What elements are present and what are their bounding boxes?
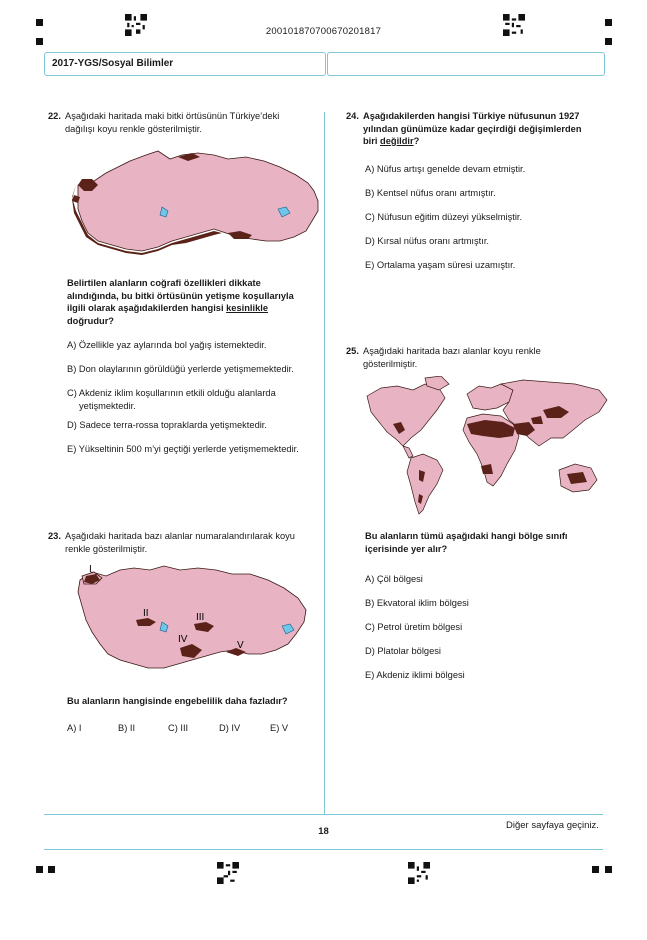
registration-mark bbox=[605, 19, 612, 26]
question-25-prompt: Bu alanların tümü aşağıdaki hangi bölge sınıfı içerisinde yer alır? bbox=[365, 531, 568, 554]
registration-mark bbox=[48, 866, 55, 873]
registration-mark bbox=[605, 38, 612, 45]
question-number: 25. bbox=[346, 346, 359, 356]
option-23-b[interactable]: B) II bbox=[118, 723, 136, 733]
option-23-e[interactable]: E) V bbox=[270, 723, 289, 733]
world-map bbox=[363, 376, 613, 516]
question-25-stem: 25. Aşağıdaki haritada bazı alanlar koyu renkle gösterilmiştir. bbox=[346, 346, 541, 369]
registration-mark bbox=[36, 866, 43, 873]
barcode-number: 200101870700670201817 bbox=[265, 26, 382, 37]
map-label-i: I bbox=[89, 564, 92, 575]
registration-mark bbox=[36, 19, 43, 26]
option-24-b[interactable]: B) Kentsel nüfus oranı artmıştır. bbox=[365, 188, 496, 198]
footer-rule bbox=[44, 814, 603, 815]
exam-label: 2017-YGS/Sosyal Bilimler bbox=[52, 58, 174, 69]
option-24-a[interactable]: A) Nüfus artışı genelde devam etmiştir. bbox=[365, 164, 526, 174]
option-25-d[interactable]: D) Platolar bölgesi bbox=[365, 646, 441, 656]
option-25-c[interactable]: C) Petrol üretim bölgesi bbox=[365, 622, 463, 632]
turkey-maquis-map bbox=[68, 145, 324, 257]
registration-mark bbox=[605, 866, 612, 873]
question-number: 24. bbox=[346, 111, 359, 121]
question-number: 23. bbox=[48, 531, 61, 541]
question-22-stem: 22. Aşağıdaki haritada maki bitki örtüsünün Türkiye’deki dağılışı koyu renkle gösterilmiştir. bbox=[48, 111, 280, 134]
registration-mark bbox=[36, 38, 43, 45]
option-22-c[interactable]: C) Akdeniz iklim koşullarının etkili olduğu alanlarda yetişmektedir. bbox=[67, 388, 276, 411]
option-22-d[interactable]: D) Sadece terra-rossa topraklarda yetişmektedir. bbox=[67, 420, 267, 430]
column-divider bbox=[324, 112, 325, 814]
qr-code-icon bbox=[217, 862, 239, 884]
option-22-b[interactable]: B) Don olaylarının görüldüğü yerlerde yetişmemektedir. bbox=[67, 364, 294, 374]
next-page-note: Diğer sayfaya geçiniz. bbox=[506, 820, 599, 831]
question-23-prompt: Bu alanların hangisinde engebelilik daha fazladır? bbox=[67, 696, 288, 706]
option-25-b[interactable]: B) Ekvatoral iklim bölgesi bbox=[365, 598, 469, 608]
map-label-v: V bbox=[237, 640, 244, 651]
option-23-a[interactable]: A) I bbox=[67, 723, 82, 733]
map-label-iv: IV bbox=[178, 634, 188, 645]
qr-code-icon bbox=[408, 862, 430, 884]
option-24-e[interactable]: E) Ortalama yaşam süresi uzamıştır. bbox=[365, 260, 516, 270]
option-24-d[interactable]: D) Kırsal nüfus oranı artmıştır. bbox=[365, 236, 489, 246]
exam-header-box-right bbox=[327, 52, 605, 76]
question-number: 22. bbox=[48, 111, 61, 121]
map-label-ii: II bbox=[143, 608, 149, 619]
option-22-e[interactable]: E) Yükseltinin 500 m’yi geçtiği yerlerde yetişmemektedir. bbox=[67, 444, 299, 454]
question-22-prompt: Belirtilen alanların coğrafi özellikleri dikkate alındığında, bu bitki örtüsünün yetişme koşullarıyla ilgili olarak aşağıdakilerden hangisi kesinlikle doğrudur? bbox=[67, 278, 294, 326]
option-24-c[interactable]: C) Nüfusun eğitim düzeyi yükselmiştir. bbox=[365, 212, 523, 222]
option-25-e[interactable]: E) Akdeniz iklimi bölgesi bbox=[365, 670, 465, 680]
turkey-numbered-map bbox=[72, 562, 312, 674]
map-label-iii: III bbox=[196, 612, 205, 623]
option-23-d[interactable]: D) IV bbox=[219, 723, 241, 733]
footer-rule bbox=[44, 849, 603, 850]
question-24-stem: 24. Aşağıdakilerden hangisi Türkiye nüfusunun 1927 yılından günümüze kadar geçirdiği değişimlerden biri değildir? bbox=[346, 111, 582, 146]
question-23-stem: 23. Aşağıdaki haritada bazı alanlar numaralandırılarak koyu renkle gösterilmiştir. bbox=[48, 531, 295, 554]
option-25-a[interactable]: A) Çöl bölgesi bbox=[365, 574, 423, 584]
option-22-a[interactable]: A) Özellikle yaz aylarında bol yağış istemektedir. bbox=[67, 340, 267, 350]
option-23-c[interactable]: C) III bbox=[168, 723, 189, 733]
registration-mark bbox=[592, 866, 599, 873]
page-number: 18 bbox=[318, 826, 329, 837]
